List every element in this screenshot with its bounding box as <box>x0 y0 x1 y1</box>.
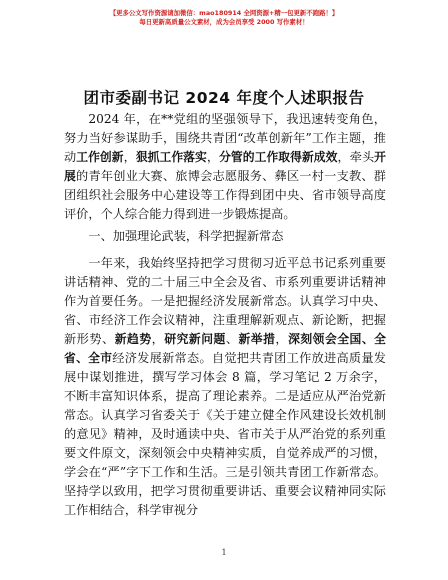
paragraph-text: 一年来，我始终坚持把学习贯彻习近平总书记系列重要讲话精神、党的二十届三中全会及省、市系列重要讲话精神作为首要任务。一是把握经济发展新常态。认真学习中央、省、市经济工作会议精神，注重理解新观点、新论断，把握新形势、 <box>64 256 386 346</box>
emphasis-text: 狠抓工作落实 <box>135 150 207 164</box>
emphasis-text: 分管的工作取得新成效 <box>219 150 338 164</box>
promo-banner <box>85 9 363 27</box>
emphasis-text: 新举措 <box>238 332 276 346</box>
document-body <box>64 110 386 520</box>
paragraph-text: 2024 年，在**党组的坚强领导下，我迅速转变角色，努力当好参谋助手，围绕共青团“改革创新年”工作主题，推动 <box>64 112 386 164</box>
paragraph <box>64 254 386 520</box>
paragraph-text: 的青年创业大赛、旅博会志愿服务、彝区一村一支教、群团组织社会服务中心建设等工作得到团中央、省市领导高度评价，个人综合能力得到进一步锻炼提高。 <box>64 169 386 221</box>
emphasis-text: 开展 <box>64 150 386 183</box>
emphasis-text: 新趋势 <box>114 332 152 346</box>
paragraph-text: ， <box>275 332 289 346</box>
page-number: 1 <box>221 548 227 557</box>
document-title: 团市委副书记 2024 年度个人述职报告 <box>83 89 365 107</box>
paragraph-text: ， <box>206 150 220 164</box>
paragraph-text: 经济发展新常态。自觉把共青团工作放进高质量发展中谋划推进，撰写学习体会 8 篇，学习笔记 2 万余字，不断丰富知识体系，提高了理论素养。二是适应从严治党新常态。认真学习省委关于《关于建立健全作风建设长效机制的意见》精神，及时通读中央、省市关于从严治党的系列重要文件原文，深刻领会中央精神实质，自觉养成严的习惯，学会在“严”字下工作和生活。三是引领共青团工作新常态。坚持学以致用，把学习贯彻重要讲话、重要会议精神同实际工作相结合，科学审视分 <box>64 351 386 517</box>
paragraph-text: ，牵头 <box>337 150 375 164</box>
paragraph <box>64 110 386 224</box>
paragraph-text: ， <box>151 332 165 346</box>
emphasis-text: 深刻领会全国、全省、全市 <box>64 332 386 365</box>
promo-banner-line1: 【更多公文写作资源请加微信：mao180914 全网资源+精一包更新不跑路！】 <box>109 9 339 17</box>
section-heading <box>64 227 386 246</box>
paragraph-text: ， <box>123 150 136 164</box>
promo-banner-line2: 每日更新高质量公文素材，成为会员享受 2000 写作素材！ <box>139 18 309 26</box>
paragraph-text: 、 <box>225 332 239 346</box>
emphasis-text: 研究新问题 <box>164 332 226 346</box>
paragraph-text: 一、加强理论武装，科学把握新常态 <box>88 229 284 243</box>
emphasis-text: 工作创新 <box>76 150 124 164</box>
